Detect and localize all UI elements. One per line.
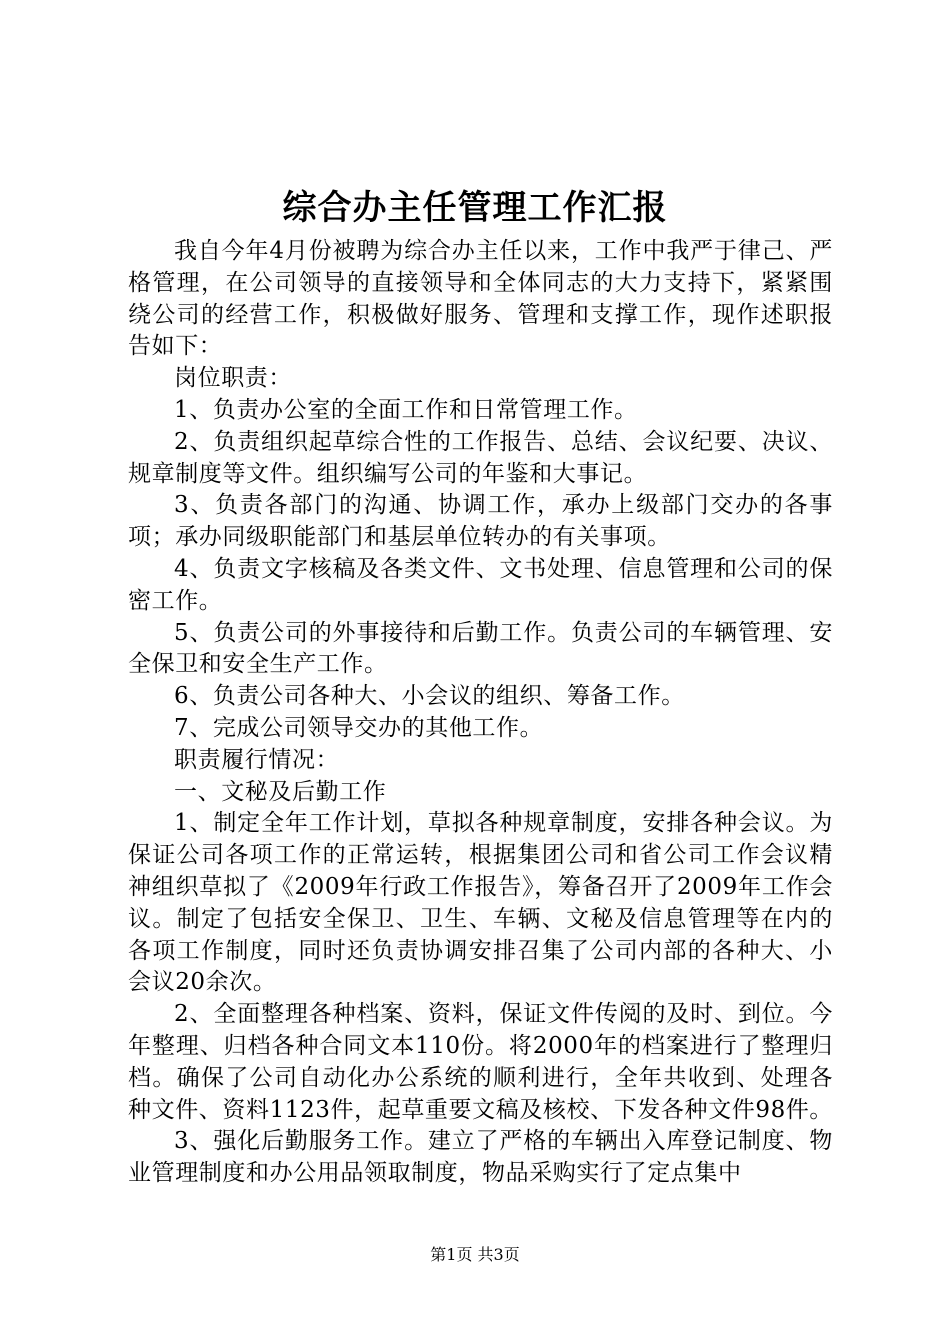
performance-item-1: 1、制定全年工作计划，草拟各种规章制度，安排各种会议。为保证公司各项工作的正常运转，根据集团公司和省公司工作会议精神组织草拟了《2009年行政工作报告》，筹备召开了2009年工作会议。制定了包括安全保卫、卫生、车辆、文秘及信息管理等在内的各项工作制度，同时还负责协调安排召集了公司内部的各种大、小会议20余次。 [128,810,833,996]
duty-item-1: 1、负责办公室的全面工作和日常管理工作。 [174,396,638,423]
section-heading-duties: 岗位职责： [174,365,292,392]
subsection-heading-secretarial: 一、文秘及后勤工作 [174,778,387,805]
page-footer: 第1页 共3页 [430,1245,520,1264]
document-body [128,236,833,1190]
document-title: 综合办主任管理工作汇报 [282,188,668,228]
duty-item-4: 4、负责文字核稿及各类文件、文书处理、信息管理和公司的保密工作。 [128,555,833,614]
duty-item-3: 3、负责各部门的沟通、协调工作，承办上级部门交办的各事项；承办同级职能部门和基层单位转办的有关事项。 [128,492,833,551]
performance-item-2: 2、全面整理各种档案、资料，保证文件传阅的及时、到位。今年整理、归档各种合同文本110份。将2000年的档案进行了整理归档。确保了公司自动化办公系统的顺利进行，全年共收到、处理各种文件、资料1123件，起草重要文稿及核校、下发各种文件98件。 [128,1001,833,1123]
duty-item-2: 2、负责组织起草综合性的工作报告、总结、会议纪要、决议、规章制度等文件。组织编写公司的年鉴和大事记。 [128,428,833,487]
section-heading-performance: 职责履行情况： [174,746,340,773]
performance-item-3: 3、强化后勤服务工作。建立了严格的车辆出入库登记制度、物业管理制度和办公用品领取制度，物品采购实行了定点集中 [128,1128,833,1187]
duty-item-7: 7、完成公司领导交办的其他工作。 [174,714,544,741]
duty-item-5: 5、负责公司的外事接待和后勤工作。负责公司的车辆管理、安全保卫和安全生产工作。 [128,619,833,678]
paragraph-intro: 我自今年4月份被聘为综合办主任以来，工作中我严于律己、严格管理，在公司领导的直接领导和全体同志的大力支持下，紧紧围绕公司的经营工作，积极做好服务、管理和支撑工作，现作述职报告如下： [128,238,833,360]
duty-item-6: 6、负责公司各种大、小会议的组织、筹备工作。 [174,683,685,710]
